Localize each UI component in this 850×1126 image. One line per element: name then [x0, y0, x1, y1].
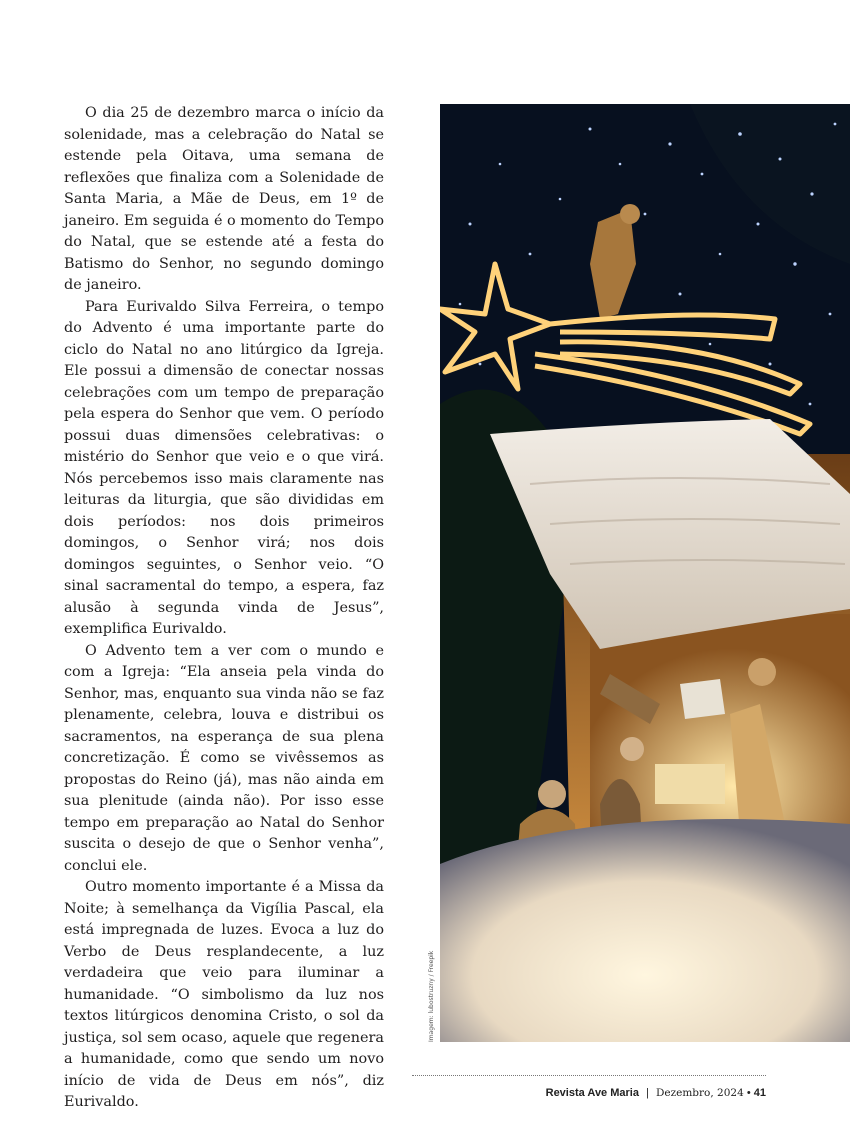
photo-credit: Imagem: lubostruzny / Freepik [428, 950, 435, 1042]
paragraph-2: Para Eurivaldo Silva Ferreira, o tempo do Advento é uma importante parte do ciclo do Natal no ano litúrgico da Igreja. Ele possui a dimensão de conectar nossas celebrações com um tempo de preparação pela espera do Senhor que vem. O período possui duas dimensões celebrativas: o mistério do Senhor que veio e o que virá. Nós percebemos isso mais claramente nas leituras da liturgia, que são divididas em dois períodos: nos dois primeiros domingos, o Senhor virá; nos dois domingos seguintes, o Senhor veio. “O sinal sacramental do tempo, a espera, faz alusão à segunda vinda de Jesus”, exemplifica Eurivaldo. [64, 298, 384, 637]
footer-bullet: • [746, 1087, 751, 1099]
paragraph-4: Outro momento importante é a Missa da Noite; à semelhança da Vigília Pascal, ela está impregnada de luzes. Evoca a luz do Verbo de Deus resplandecente, a luz verdadeira que veio para iluminar a humanidade. “O simbolismo da luz nos textos litúrgicos denomina Cristo, o sol da justiça, sol sem ocaso, aquele que regenera a humanidade, como que sendo um novo início de vida de Deus em nós”, diz Eurivaldo. [64, 879, 384, 1110]
issue-date: Dezembro, 2024 [655, 1087, 744, 1099]
nativity-scene-icon [440, 104, 850, 1042]
page-number: 41 [753, 1087, 766, 1099]
nativity-photo [440, 104, 850, 1042]
paragraph-1: O dia 25 de dezembro marca o início da solenidade, mas a celebração do Natal se estende pela Oitava, uma semana de reflexões que finaliza com a Solenidade de Santa Maria, a Mãe de Deus, em 1º de janeiro. Em seguida é o momento do Tempo do Natal, que se estende até a festa do Batismo do Senhor, no segundo domingo de janeiro. [64, 105, 385, 293]
magazine-name: Revista Ave Maria [545, 1087, 639, 1099]
article-body [64, 103, 384, 1114]
footer-divider [412, 1075, 766, 1076]
footer-separator: | [646, 1087, 649, 1099]
paragraph-3: O Advento tem a ver com o mundo e com a Igreja: “Ela anseia pela vinda do Senhor, mas, enquanto sua vinda não se faz plenamente, celebra, louva e distribui os sacramentos, na esperança de sua plena concretização. É como se vivêssemos as propostas do Reino (já), mas não ainda em sua plenitude (ainda não). Por isso esse tempo em preparação ao Natal do Senhor suscita o desejo de que o Senhor venha”, conclui ele. [64, 642, 384, 874]
page-footer [546, 1087, 766, 1099]
